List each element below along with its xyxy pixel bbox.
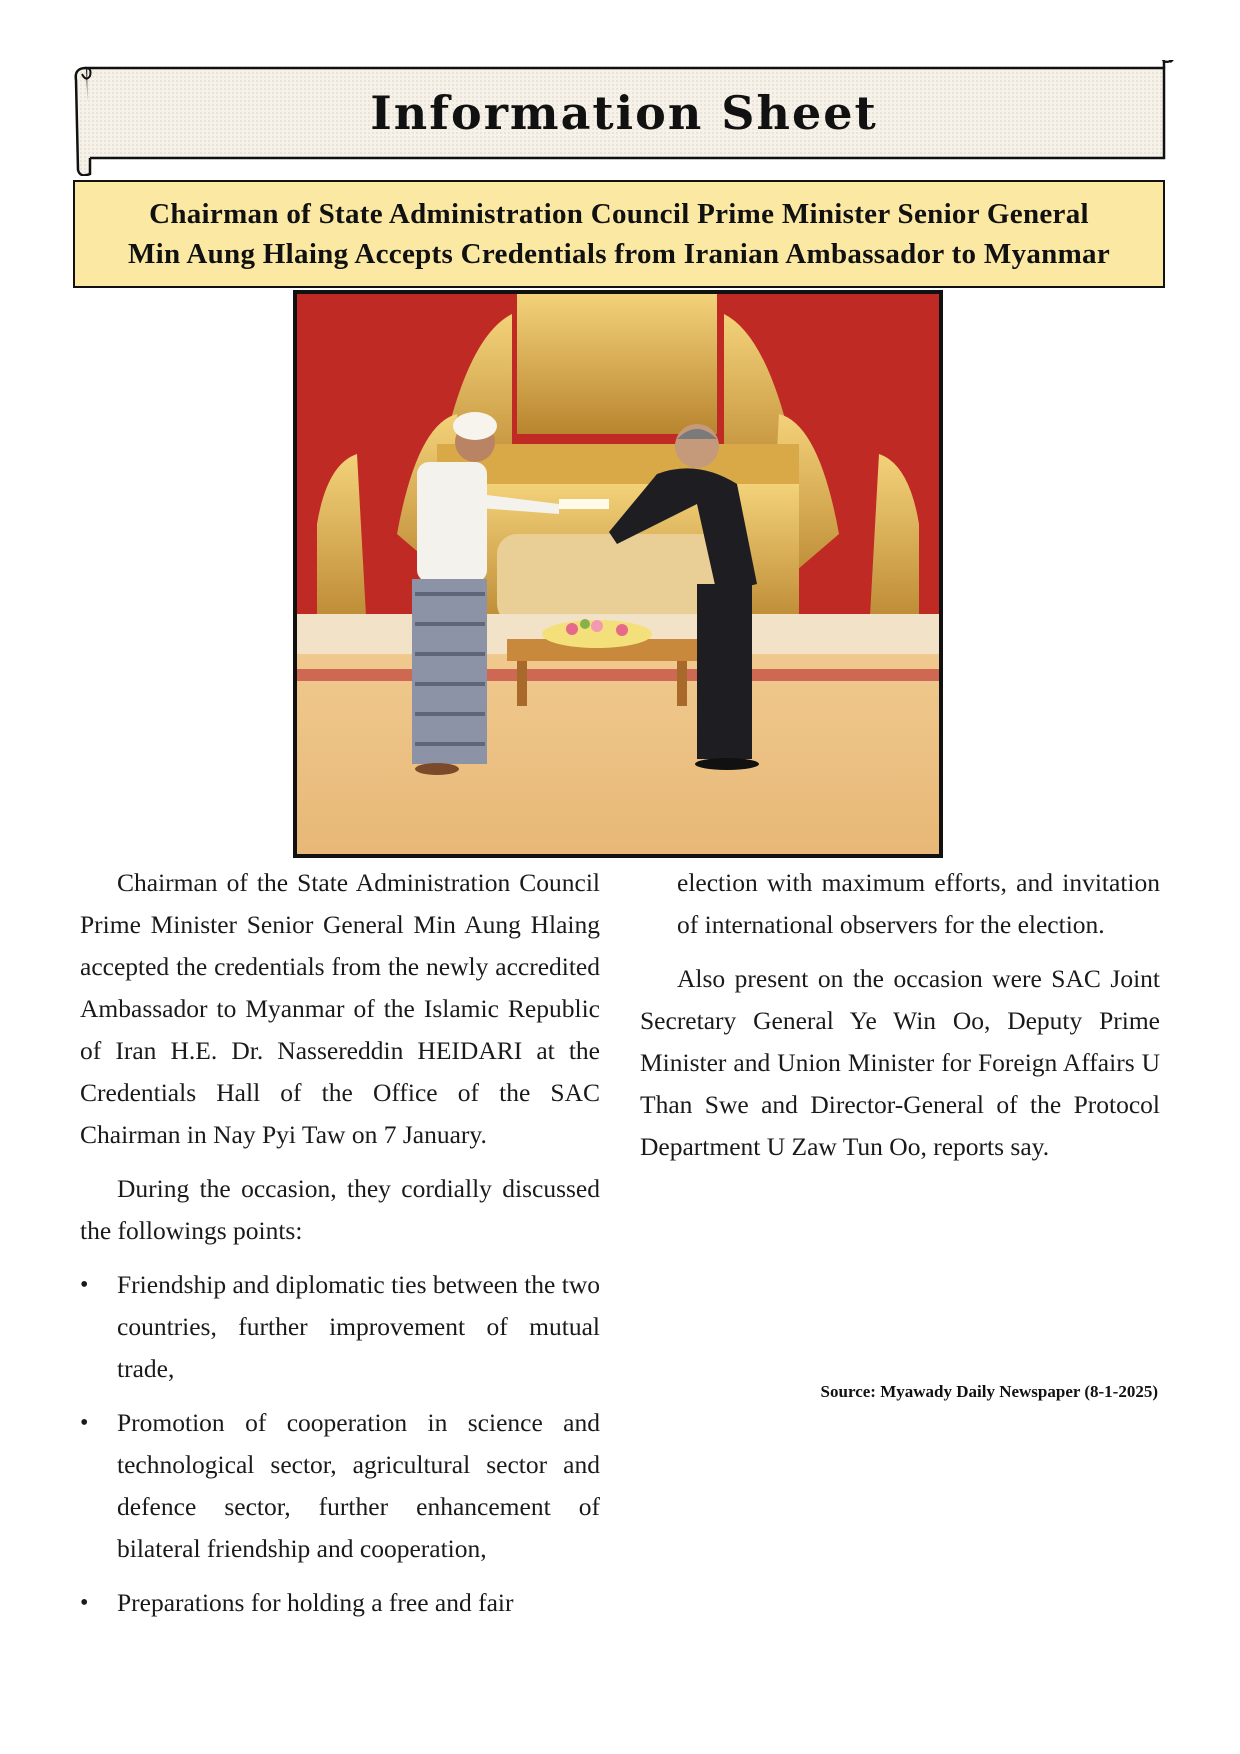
paragraph-discussion: During the occasion, they cordially discussed the followings points: bbox=[80, 1174, 600, 1245]
list-item: • Friendship and diplomatic ties between the two countries, further improvement of mutual trade, bbox=[80, 1264, 600, 1390]
page-title: Information Sheet bbox=[370, 86, 878, 140]
title-banner bbox=[72, 60, 1176, 176]
photo-credentials-ceremony-icon bbox=[297, 294, 939, 854]
list-item: • Promotion of cooperation in science and technological sector, agricultural sector and defence sector, further enhancement of bilateral friendship and cooperation, bbox=[80, 1402, 600, 1570]
discussion-points-list bbox=[80, 1264, 600, 1624]
source-credit: Source: Myawady Daily Newspaper (8-1-2025) bbox=[820, 1382, 1158, 1401]
headline-line-1: Chairman of State Administration Council Prime Minister Senior General bbox=[149, 198, 1089, 230]
paragraph-intro: Chairman of the State Administration Council Prime Minister Senior General Min Aung Hlaing accepted the credentials from the newly accredited Ambassador to Myanmar of the Islamic Republic of Iran H.E. Dr. Nassereddin HEIDARI at the Credentials Hall of the Office of the SAC Chairman in Nay Pyi Taw on 7 January. bbox=[80, 868, 600, 1149]
body-left-column bbox=[80, 862, 600, 1636]
list-item-continuation: election with maximum efforts, and invitation of international observers for the election. bbox=[677, 868, 1160, 939]
body-right-column bbox=[640, 862, 1160, 1180]
headline-box bbox=[73, 180, 1165, 288]
headline-line-2: Min Aung Hlaing Accepts Credentials from Iranian Ambassador to Myanmar bbox=[127, 238, 1111, 270]
list-item: • Preparations for holding a free and fair bbox=[80, 1582, 600, 1624]
paragraph-attendees: Also present on the occasion were SAC Joint Secretary General Ye Win Oo, Deputy Prime Minister and Union Minister for Foreign Affairs U Than Swe and Director-General of the Protocol Department U Zaw Tun Oo, reports say. bbox=[640, 964, 1160, 1161]
news-photo bbox=[293, 290, 943, 858]
